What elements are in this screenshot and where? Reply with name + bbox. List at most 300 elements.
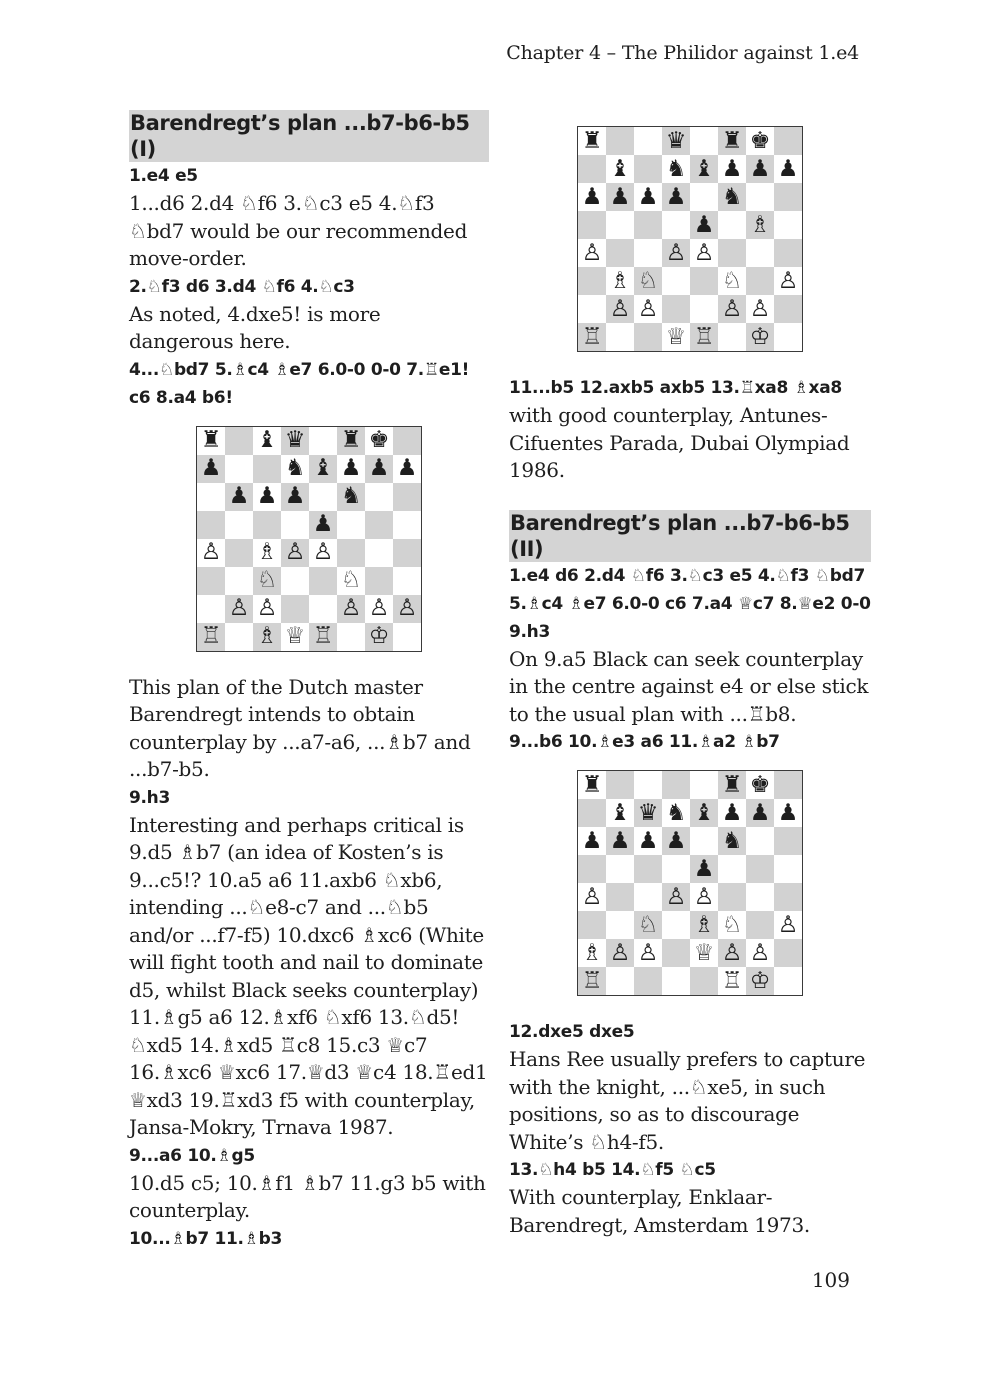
board-square	[690, 799, 718, 827]
white-pawn-icon: ♙	[581, 239, 603, 266]
board-square	[662, 211, 690, 239]
board-square	[365, 511, 393, 539]
black-pawn-icon: ♟	[340, 455, 362, 481]
board-square	[774, 911, 802, 939]
board-square	[662, 127, 690, 155]
black-pawn-icon: ♟	[777, 155, 799, 182]
white-knight-icon: ♘	[637, 267, 659, 294]
board-square	[393, 483, 421, 511]
black-pawn-icon: ♟	[200, 455, 222, 481]
board-square	[690, 295, 718, 323]
board-square	[337, 539, 365, 567]
white-bishop-icon: ♗	[581, 939, 603, 966]
board-square	[662, 855, 690, 883]
black-king-icon: ♚	[749, 127, 771, 154]
chess-diagram-wrap	[509, 770, 871, 996]
board-square	[746, 827, 774, 855]
white-knight-icon: ♘	[340, 567, 362, 593]
move-line: 4...♘bd7 5.♗c4 ♗e7 6.0-0 0-0 7.♖e1! c6 8.a4 b6!	[129, 359, 470, 408]
move-line: 9.h3	[129, 787, 171, 808]
board-square	[746, 883, 774, 911]
white-pawn-icon: ♙	[396, 595, 418, 621]
board-square	[393, 623, 421, 651]
black-queen-icon: ♛	[284, 427, 306, 453]
board-square	[718, 155, 746, 183]
black-pawn-icon: ♟	[581, 183, 603, 210]
board-square	[634, 939, 662, 967]
board-square	[662, 267, 690, 295]
board-square	[662, 827, 690, 855]
white-pawn-icon: ♙	[721, 295, 743, 322]
white-queen-icon: ♕	[693, 939, 715, 966]
board-square	[393, 427, 421, 455]
board-square	[774, 883, 802, 911]
board-square	[225, 483, 253, 511]
board-square	[309, 455, 337, 483]
black-bishop-icon: ♝	[312, 455, 334, 481]
board-square	[225, 623, 253, 651]
board-square	[281, 623, 309, 651]
black-pawn-icon: ♟	[284, 483, 306, 509]
right-column	[509, 110, 871, 1239]
board-square	[774, 127, 802, 155]
board-square	[225, 539, 253, 567]
board-square	[309, 623, 337, 651]
board-square	[746, 771, 774, 799]
board-square	[337, 623, 365, 651]
black-pawn-icon: ♟	[256, 483, 278, 509]
white-bishop-icon: ♗	[256, 623, 278, 649]
board-square	[606, 967, 634, 995]
black-knight-icon: ♞	[721, 183, 743, 210]
white-pawn-icon: ♙	[665, 239, 687, 266]
white-rook-icon: ♖	[581, 967, 603, 994]
board-square	[662, 967, 690, 995]
board-square	[578, 155, 606, 183]
board-square	[690, 155, 718, 183]
board-square	[578, 211, 606, 239]
white-rook-icon: ♖	[200, 623, 222, 649]
board-square	[197, 623, 225, 651]
board-square	[634, 267, 662, 295]
section-title: Barendregt’s plan ...b7-b6-b5 (II)	[509, 510, 871, 562]
white-pawn-icon: ♙	[200, 539, 222, 565]
board-square	[309, 595, 337, 623]
board-square	[578, 827, 606, 855]
board-square	[197, 567, 225, 595]
board-square	[253, 567, 281, 595]
move-line: 10...♗b7 11.♗b3	[129, 1228, 283, 1249]
commentary-paragraph: With counterplay, Enklaar-Barendregt, Amsterdam 1973.	[509, 1185, 810, 1237]
board-square	[225, 455, 253, 483]
board-square	[746, 155, 774, 183]
board-square	[662, 183, 690, 211]
white-pawn-icon: ♙	[777, 911, 799, 938]
board-square	[774, 771, 802, 799]
board-square	[634, 323, 662, 351]
board-square	[337, 567, 365, 595]
white-pawn-icon: ♙	[749, 295, 771, 322]
chess-diagram-wrap	[509, 126, 871, 352]
board-square	[253, 455, 281, 483]
board-square	[718, 883, 746, 911]
board-square	[690, 967, 718, 995]
black-pawn-icon: ♟	[228, 483, 250, 509]
commentary-paragraph: Interesting and perhaps critical is 9.d5 ♗b7 (an idea of Kosten’s is 9...c5!? 10.a5 a6 11.axb6 ♘xb6, intending ...♘e8-c7 and ...♘b5 and/or ...f7-f5) 10.dxc6 ♗xc6 (White will fight tooth and nail to dominate d5, whilst Black seeks counterplay) 11.♗g5 a6 12.♗xf6 ♘xf6 13.♘d5! ♘xd5 14.♗xd5 ♖c8 15.c3 ♕c7 16.♗xc6 ♕xc6 17.♕d3 ♕c4 18.♖ed1 ♕xd3 19.♖xd3 f5 with counterplay, Jansa-Mokry, Trnava 1987.	[129, 812, 488, 1139]
black-pawn-icon: ♟	[777, 799, 799, 826]
board-square	[662, 155, 690, 183]
board-square	[606, 799, 634, 827]
board-square	[746, 211, 774, 239]
board-square	[718, 799, 746, 827]
black-queen-icon: ♛	[665, 127, 687, 154]
move-line: 2.♘f3 d6 3.d4 ♘f6 4.♘c3	[129, 276, 355, 297]
board-square	[225, 511, 253, 539]
board-square	[718, 267, 746, 295]
board-square	[606, 939, 634, 967]
board-square	[718, 211, 746, 239]
board-square	[365, 427, 393, 455]
board-square	[309, 539, 337, 567]
white-king-icon: ♔	[749, 967, 771, 994]
board-square	[393, 567, 421, 595]
move-line: 11...b5 12.axb5 axb5 13.♖xa8 ♗xa8	[509, 378, 842, 398]
board-square	[634, 883, 662, 911]
board-square	[578, 183, 606, 211]
white-pawn-icon: ♙	[721, 939, 743, 966]
board-square	[662, 295, 690, 323]
white-bishop-icon: ♗	[256, 539, 278, 565]
board-square	[746, 967, 774, 995]
move-line: 1.e4 d6 2.d4 ♘f6 3.♘c3 e5 4.♘f3 ♘bd7 5.♗c4 ♗e7 6.0-0 c6 7.a4 ♕c7 8.♕e2 0-0 9.h3	[509, 565, 871, 642]
board-square	[774, 855, 802, 883]
black-pawn-icon: ♟	[609, 827, 631, 854]
white-king-icon: ♔	[749, 323, 771, 350]
board-square	[690, 883, 718, 911]
board-square	[281, 427, 309, 455]
board-square	[225, 567, 253, 595]
white-knight-icon: ♘	[721, 267, 743, 294]
board-square	[578, 295, 606, 323]
black-bishop-icon: ♝	[256, 427, 278, 453]
board-square	[606, 883, 634, 911]
board-square	[281, 511, 309, 539]
black-pawn-icon: ♟	[693, 211, 715, 238]
board-square	[718, 127, 746, 155]
board-square	[281, 595, 309, 623]
white-pawn-icon: ♙	[777, 267, 799, 294]
board-square	[578, 799, 606, 827]
chess-diagram	[196, 426, 422, 652]
white-pawn-icon: ♙	[749, 939, 771, 966]
board-square	[578, 267, 606, 295]
board-square	[281, 567, 309, 595]
black-rook-icon: ♜	[581, 127, 603, 154]
board-square	[634, 155, 662, 183]
white-queen-icon: ♕	[284, 623, 306, 649]
black-queen-icon: ♛	[637, 799, 659, 826]
black-king-icon: ♚	[368, 427, 390, 453]
board-square	[774, 827, 802, 855]
board-square	[690, 211, 718, 239]
board-square	[309, 511, 337, 539]
black-rook-icon: ♜	[721, 771, 743, 798]
board-square	[634, 911, 662, 939]
left-column	[129, 110, 489, 1253]
board-square	[718, 771, 746, 799]
white-pawn-icon: ♙	[665, 883, 687, 910]
board-square	[365, 623, 393, 651]
black-pawn-icon: ♟	[693, 855, 715, 882]
board-square	[337, 595, 365, 623]
page-number: 109	[811, 1268, 850, 1292]
running-head: Chapter 4 – The Philidor against 1.e4	[506, 42, 859, 64]
black-pawn-icon: ♟	[368, 455, 390, 481]
black-rook-icon: ♜	[581, 771, 603, 798]
board-square	[662, 323, 690, 351]
board-square	[578, 883, 606, 911]
board-square	[365, 595, 393, 623]
board-square	[393, 539, 421, 567]
board-square	[253, 511, 281, 539]
commentary-paragraph: This plan of the Dutch master Barendregt intends to obtain counterplay by ...a7-a6, ...♗b7 and ...b7-b5.	[129, 674, 471, 781]
board-square	[690, 939, 718, 967]
board-square	[634, 295, 662, 323]
board-square	[365, 567, 393, 595]
board-square	[774, 211, 802, 239]
white-rook-icon: ♖	[581, 323, 603, 350]
white-pawn-icon: ♙	[312, 539, 334, 565]
board-square	[309, 483, 337, 511]
black-bishop-icon: ♝	[609, 799, 631, 826]
board-square	[281, 483, 309, 511]
board-square	[337, 427, 365, 455]
chess-diagram	[577, 770, 803, 996]
move-line: 1.e4 e5	[129, 166, 198, 186]
board-square	[634, 127, 662, 155]
board-square	[606, 183, 634, 211]
board-square	[690, 183, 718, 211]
commentary-paragraph: with good counterplay, Antunes-Cifuentes Parada, Dubai Olympiad 1986.	[509, 403, 850, 482]
commentary-paragraph: As noted, 4.dxe5! is more dangerous here.	[129, 301, 381, 353]
chess-diagram	[577, 126, 803, 352]
board-square	[337, 455, 365, 483]
board-square	[690, 239, 718, 267]
board-square	[690, 827, 718, 855]
board-square	[197, 539, 225, 567]
black-bishop-icon: ♝	[609, 155, 631, 182]
board-square	[774, 267, 802, 295]
board-square	[690, 267, 718, 295]
board-square	[718, 855, 746, 883]
board-square	[718, 911, 746, 939]
black-bishop-icon: ♝	[693, 799, 715, 826]
white-pawn-icon: ♙	[693, 883, 715, 910]
black-pawn-icon: ♟	[637, 827, 659, 854]
chess-diagram-wrap	[129, 426, 489, 652]
board-square	[774, 967, 802, 995]
board-square	[253, 623, 281, 651]
white-pawn-icon: ♙	[609, 295, 631, 322]
board-square	[718, 827, 746, 855]
white-pawn-icon: ♙	[609, 939, 631, 966]
white-knight-icon: ♘	[637, 911, 659, 938]
board-square	[718, 323, 746, 351]
board-square	[393, 511, 421, 539]
board-square	[718, 295, 746, 323]
board-square	[634, 827, 662, 855]
black-knight-icon: ♞	[665, 155, 687, 182]
board-square	[606, 127, 634, 155]
board-square	[774, 323, 802, 351]
board-square	[774, 155, 802, 183]
board-square	[662, 939, 690, 967]
board-square	[634, 855, 662, 883]
black-pawn-icon: ♟	[665, 827, 687, 854]
board-square	[606, 239, 634, 267]
white-knight-icon: ♘	[721, 911, 743, 938]
board-square	[606, 827, 634, 855]
board-square	[774, 799, 802, 827]
board-square	[197, 483, 225, 511]
black-pawn-icon: ♟	[637, 183, 659, 210]
board-square	[337, 511, 365, 539]
board-square	[690, 911, 718, 939]
board-square	[365, 483, 393, 511]
black-knight-icon: ♞	[340, 483, 362, 509]
board-square	[606, 295, 634, 323]
board-square	[393, 455, 421, 483]
board-square	[718, 239, 746, 267]
board-square	[281, 539, 309, 567]
board-square	[690, 127, 718, 155]
board-square	[662, 911, 690, 939]
commentary-paragraph: On 9.a5 Black can seek counterplay in the centre against e4 or else stick to the usual plan with ...♖b8.	[509, 646, 869, 726]
black-bishop-icon: ♝	[693, 155, 715, 182]
white-bishop-icon: ♗	[609, 267, 631, 294]
move-line: 9...a6 10.♗g5	[129, 1145, 255, 1166]
board-square	[718, 183, 746, 211]
board-square	[746, 183, 774, 211]
white-pawn-icon: ♙	[256, 595, 278, 621]
board-square	[578, 911, 606, 939]
black-pawn-icon: ♟	[312, 511, 334, 537]
black-pawn-icon: ♟	[749, 155, 771, 182]
board-square	[718, 967, 746, 995]
board-square	[606, 771, 634, 799]
board-square	[578, 855, 606, 883]
black-pawn-icon: ♟	[396, 455, 418, 481]
board-square	[634, 967, 662, 995]
black-pawn-icon: ♟	[749, 799, 771, 826]
board-square	[253, 595, 281, 623]
board-square	[197, 427, 225, 455]
board-square	[746, 127, 774, 155]
board-square	[309, 427, 337, 455]
white-rook-icon: ♖	[312, 623, 334, 649]
black-pawn-icon: ♟	[721, 799, 743, 826]
board-square	[634, 771, 662, 799]
board-square	[634, 183, 662, 211]
board-square	[746, 939, 774, 967]
commentary-paragraph: Hans Ree usually prefers to capture with the knight, ...♘xe5, in such positions, so as to discourage White’s ♘h4-f5.	[509, 1047, 866, 1154]
board-square	[606, 155, 634, 183]
board-square	[197, 511, 225, 539]
board-square	[606, 267, 634, 295]
white-pawn-icon: ♙	[581, 883, 603, 910]
black-knight-icon: ♞	[721, 827, 743, 854]
board-square	[337, 483, 365, 511]
board-square	[606, 323, 634, 351]
board-square	[197, 455, 225, 483]
white-queen-icon: ♕	[665, 323, 687, 350]
white-pawn-icon: ♙	[368, 595, 390, 621]
board-square	[578, 323, 606, 351]
board-square	[746, 799, 774, 827]
commentary-paragraph: 10.d5 c5; 10.♗f1 ♗b7 11.g3 b5 with counterplay.	[129, 1170, 486, 1222]
move-line: 12.dxe5 dxe5	[509, 1022, 635, 1042]
white-pawn-icon: ♙	[228, 595, 250, 621]
board-square	[365, 539, 393, 567]
section-title: Barendregt’s plan ...b7-b6-b5 (I)	[129, 110, 489, 162]
board-square	[578, 127, 606, 155]
board-square	[746, 267, 774, 295]
board-square	[774, 295, 802, 323]
board-square	[578, 239, 606, 267]
board-square	[662, 799, 690, 827]
board-square	[746, 911, 774, 939]
commentary-paragraph: 1...d6 2.d4 ♘f6 3.♘c3 e5 4.♘f3 ♘bd7 would be our recommended move-order.	[129, 191, 468, 270]
black-rook-icon: ♜	[340, 427, 362, 453]
black-knight-icon: ♞	[665, 799, 687, 826]
board-square	[393, 595, 421, 623]
board-square	[746, 323, 774, 351]
board-square	[634, 239, 662, 267]
white-bishop-icon: ♗	[693, 911, 715, 938]
board-square	[662, 883, 690, 911]
board-square	[197, 595, 225, 623]
black-rook-icon: ♜	[200, 427, 222, 453]
board-square	[774, 239, 802, 267]
board-square	[746, 239, 774, 267]
board-square	[253, 539, 281, 567]
move-line: 13.♘h4 b5 14.♘f5 ♘c5	[509, 1160, 716, 1180]
white-pawn-icon: ♙	[340, 595, 362, 621]
board-square	[578, 967, 606, 995]
black-pawn-icon: ♟	[721, 155, 743, 182]
board-square	[365, 455, 393, 483]
board-square	[662, 239, 690, 267]
board-square	[746, 295, 774, 323]
board-square	[606, 855, 634, 883]
board-square	[774, 183, 802, 211]
black-king-icon: ♚	[749, 771, 771, 798]
move-line: 9...b6 10.♗e3 a6 11.♗a2 ♗b7	[509, 732, 780, 752]
white-pawn-icon: ♙	[637, 939, 659, 966]
black-pawn-icon: ♟	[581, 827, 603, 854]
board-square	[634, 799, 662, 827]
section-heading	[509, 510, 871, 562]
white-king-icon: ♔	[368, 623, 390, 649]
board-square	[309, 567, 337, 595]
white-bishop-icon: ♗	[749, 211, 771, 238]
black-pawn-icon: ♟	[665, 183, 687, 210]
white-rook-icon: ♖	[693, 323, 715, 350]
board-square	[662, 771, 690, 799]
board-square	[606, 911, 634, 939]
board-square	[225, 427, 253, 455]
board-square	[690, 855, 718, 883]
